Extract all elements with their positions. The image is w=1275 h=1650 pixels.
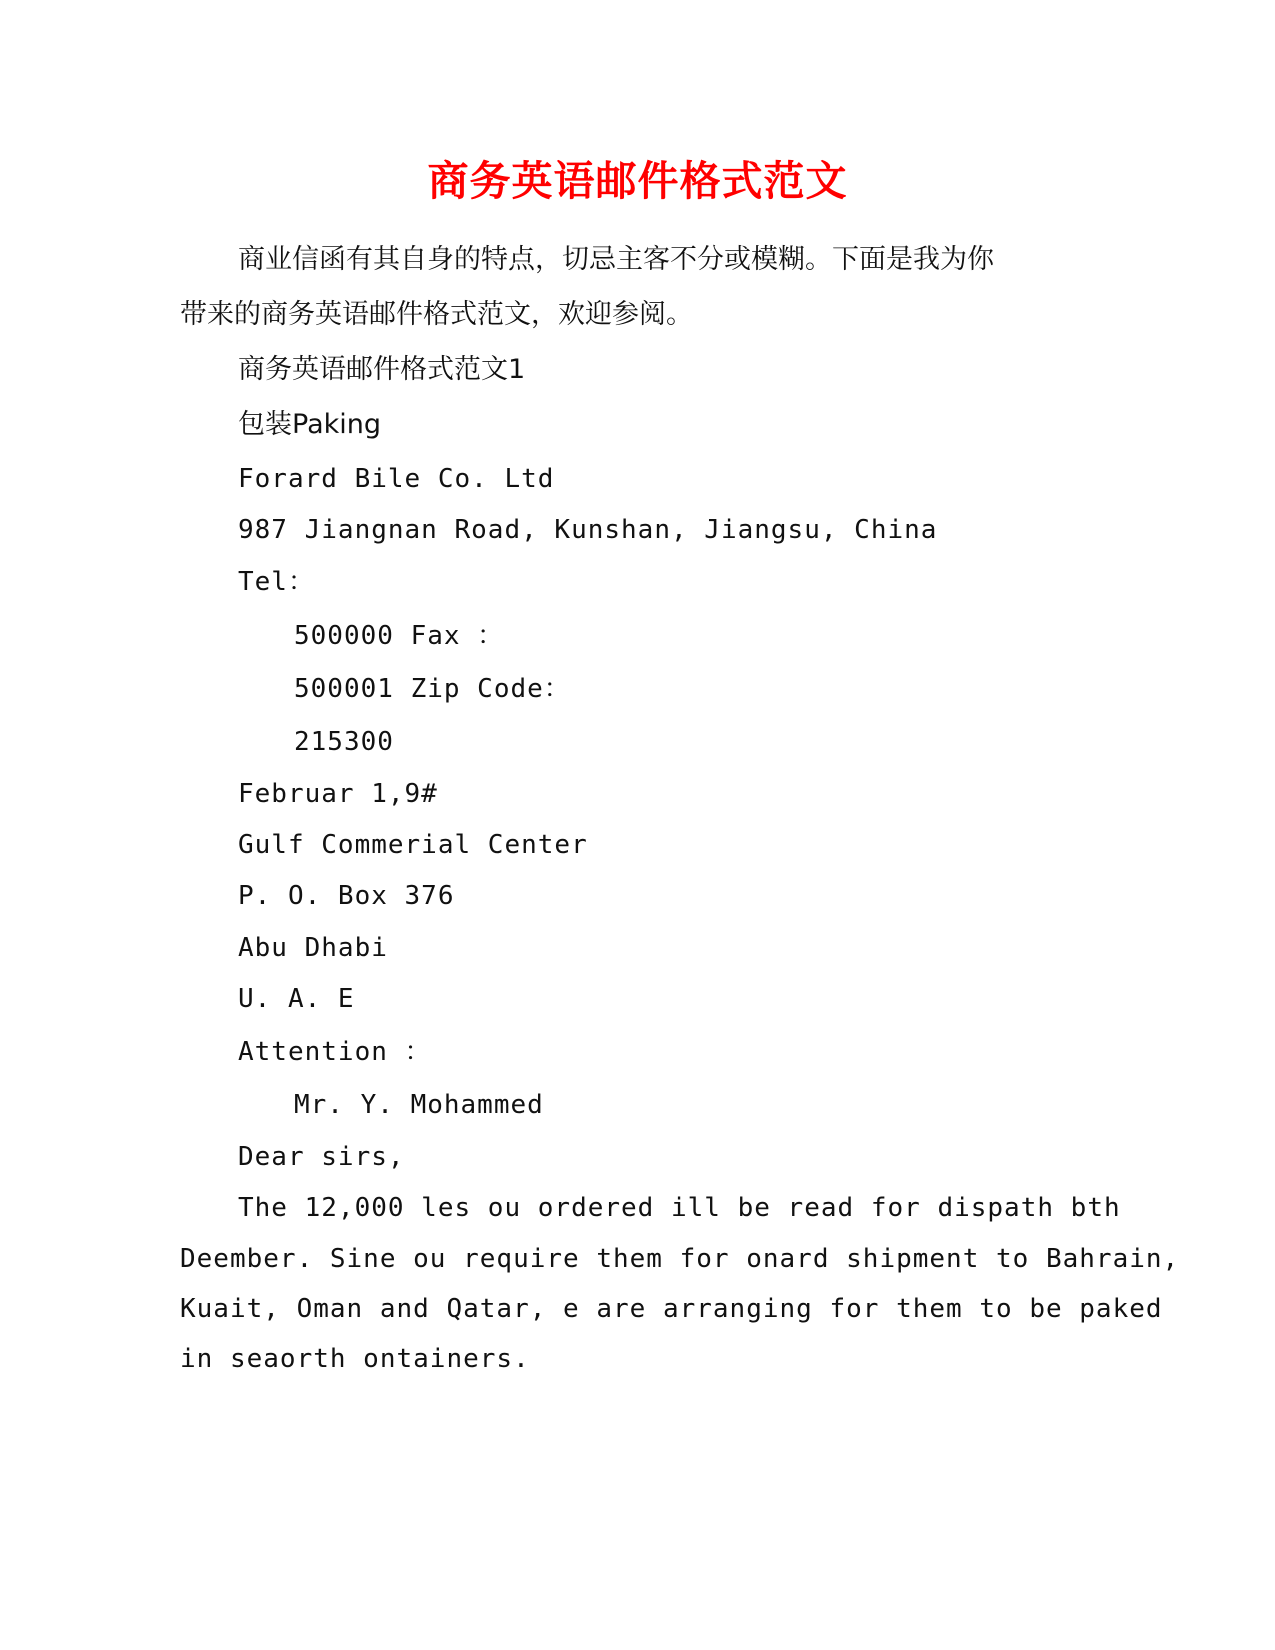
recipient-company: Gulf Commerial Center (238, 830, 588, 860)
tel-fax-line: 500000 Fax ： (294, 621, 505, 651)
recipient-country: U. A. E (238, 984, 355, 1014)
letter-date: Februar 1,9# (238, 779, 438, 809)
body-line-4: in seaorth ontainers. (180, 1344, 530, 1374)
document-title: 商务英语邮件格式范文 (427, 157, 848, 205)
attention-label: Attention ： (238, 1037, 432, 1067)
salutation: Dear sirs, (238, 1142, 405, 1172)
body-line-2: Deember. Sine ou require them for onard shipment to Bahrain, (180, 1244, 1180, 1274)
attention-name: Mr. Y. Mohammed (294, 1090, 544, 1120)
recipient-po-box: P. O. Box 376 (238, 881, 455, 911)
recipient-city: Abu Dhabi (238, 933, 388, 963)
body-line-3: Kuait, Oman and Qatar, e are arranging for them to be paked (180, 1294, 1163, 1324)
intro-line-2: 带来的商务英语邮件格式范文，欢迎参阅。 (180, 299, 693, 330)
intro-line-1: 商业信函有其自身的特点，切忌主客不分或模糊。下面是我为你 (238, 244, 994, 275)
sender-company: Forard Bile Co. Ltd (238, 464, 555, 494)
letter-subject: 包装Paking (238, 409, 382, 440)
sender-address: 987 Jiangnan Road, Kunshan, Jiangsu, China (238, 515, 938, 545)
zip-code-value: 215300 (294, 727, 394, 757)
section-heading: 商务英语邮件格式范文1 (238, 354, 526, 385)
fax-zip-line: 500001 Zip Code： (294, 674, 571, 704)
tel-label: Tel： (238, 567, 315, 597)
body-line-1: The 12,000 les ou ordered ill be read for dispath bth (238, 1193, 1121, 1223)
